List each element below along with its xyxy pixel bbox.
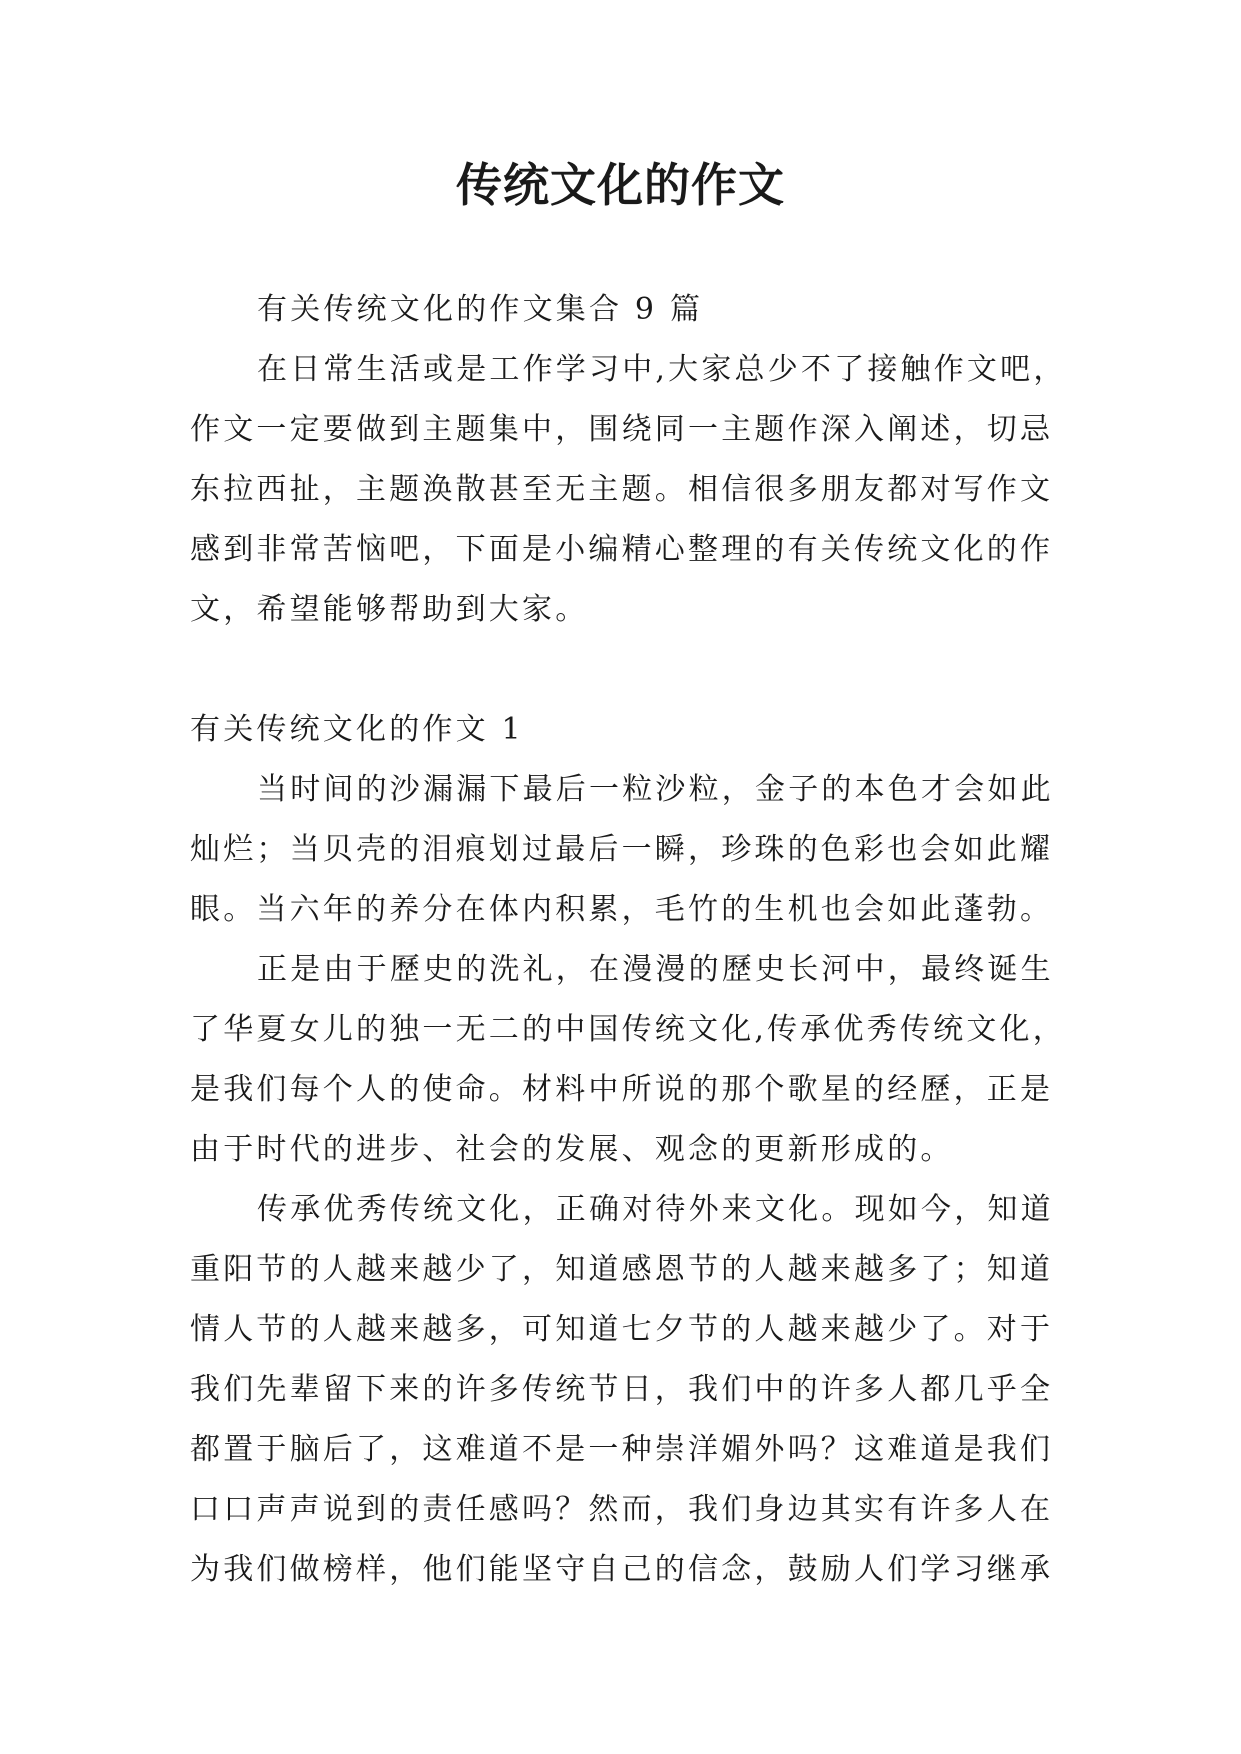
intro-paragraph: 在日常生活或是工作学习中,大家总少不了接触作文吧，作文一定要做到主题集中，围绕同一主题作深入阐述，切忌东拉西扯，主题涣散甚至无主题。相信很多朋友都对写作文感到非常苦恼吧，下面是小编精心整理的有关传统文化的作文，希望能够帮助到大家。	[190, 352, 1067, 627]
section-1-paragraph-2: 正是由于歷史的洗礼，在漫漫的歷史长河中，最终诞生了华夏女儿的独一无二的中国传统文化,传承优秀传统文化，是我们每个人的使命。材料中所说的那个歌星的经歷，正是由于时代的进步、社会的发展、观念的更新形成的。	[190, 952, 1066, 1167]
section-1-paragraph-3: 传承优秀传统文化，正确对待外来文化。现如今，知道重阳节的人越来越少了，知道感恩节的人越来越多了；知道情人节的人越来越多，可知道七夕节的人越来越少了。对于我们先辈留下来的许多传统节日，我们中的许多人都几乎全都置于脑后了，这难道不是一种崇洋媚外吗？这难道是我们口口声声说到的责任感吗？然而，我们身边其实有许多人在为我们做榜样，他们能坚守自己的信念，鼓励人们学习继承	[190, 1192, 1054, 1587]
intro-subtitle: 有关传统文化的作文集合 9 篇	[257, 292, 704, 327]
document-title: 传统文化的作文	[456, 158, 785, 212]
section-spacer	[190, 640, 1070, 700]
section-1-heading: 有关传统文化的作文 1	[190, 712, 524, 747]
document-body	[190, 280, 1070, 1600]
section-1-paragraph-1: 当时间的沙漏漏下最后一粒沙粒，金子的本色才会如此灿烂；当贝壳的泪痕划过最后一瞬，珍珠的色彩也会如此耀眼。当六年的养分在体内积累，毛竹的生机也会如此蓬勃。	[190, 772, 1054, 927]
